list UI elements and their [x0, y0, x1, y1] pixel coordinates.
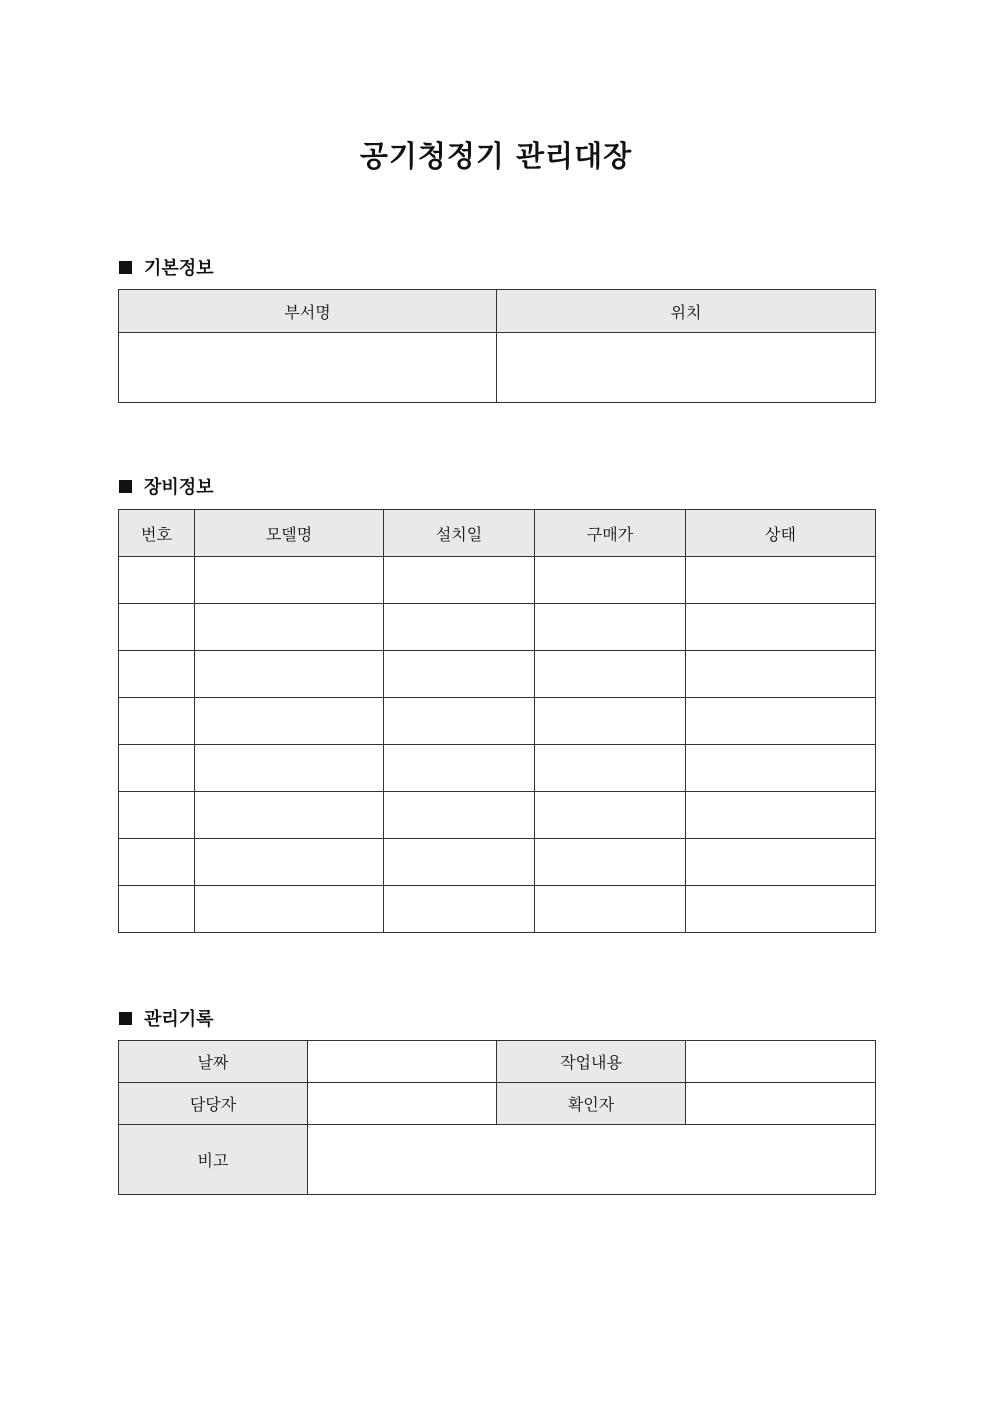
- status-cell[interactable]: [686, 557, 876, 604]
- header-location: 위치: [497, 290, 876, 333]
- date-field[interactable]: [308, 1041, 497, 1083]
- basic-info-table: [118, 289, 876, 403]
- model-cell[interactable]: [195, 604, 384, 651]
- section-basic-label: 기본정보: [144, 258, 214, 279]
- number-cell[interactable]: [119, 651, 195, 698]
- model-cell[interactable]: [195, 792, 384, 839]
- status-cell[interactable]: [686, 651, 876, 698]
- install-date-cell[interactable]: [384, 745, 535, 792]
- table-row: [119, 557, 876, 604]
- number-cell[interactable]: [119, 557, 195, 604]
- install-date-cell[interactable]: [384, 698, 535, 745]
- work-field[interactable]: [686, 1041, 876, 1083]
- table-row: [119, 698, 876, 745]
- header-price: 구매가: [535, 510, 686, 557]
- square-bullet-icon: [119, 261, 132, 274]
- status-cell[interactable]: [686, 792, 876, 839]
- number-cell[interactable]: [119, 886, 195, 933]
- label-note: 비고: [119, 1125, 308, 1195]
- status-cell[interactable]: [686, 886, 876, 933]
- status-cell[interactable]: [686, 839, 876, 886]
- table-row: [119, 839, 876, 886]
- table-row: [119, 886, 876, 933]
- manager-field[interactable]: [308, 1083, 497, 1125]
- square-bullet-icon: [119, 1012, 132, 1025]
- install-date-cell[interactable]: [384, 604, 535, 651]
- install-date-cell[interactable]: [384, 792, 535, 839]
- price-cell[interactable]: [535, 792, 686, 839]
- header-status: 상태: [686, 510, 876, 557]
- location-field[interactable]: [497, 333, 876, 403]
- status-cell[interactable]: [686, 698, 876, 745]
- model-cell[interactable]: [195, 557, 384, 604]
- label-work: 작업내용: [497, 1041, 686, 1083]
- install-date-cell[interactable]: [384, 557, 535, 604]
- model-cell[interactable]: [195, 745, 384, 792]
- note-field[interactable]: [308, 1125, 876, 1195]
- department-field[interactable]: [119, 333, 497, 403]
- table-row: [119, 604, 876, 651]
- section-equipment-heading: [119, 473, 214, 499]
- model-cell[interactable]: [195, 886, 384, 933]
- label-manager: 담당자: [119, 1083, 308, 1125]
- price-cell[interactable]: [535, 886, 686, 933]
- section-equipment-label: 장비정보: [144, 477, 214, 498]
- table-row: [119, 745, 876, 792]
- status-cell[interactable]: [686, 604, 876, 651]
- price-cell[interactable]: [535, 839, 686, 886]
- page-title: 공기청정기 관리대장: [359, 139, 633, 173]
- header-department: 부서명: [119, 290, 497, 333]
- table-row: [119, 792, 876, 839]
- number-cell[interactable]: [119, 698, 195, 745]
- install-date-cell[interactable]: [384, 886, 535, 933]
- price-cell[interactable]: [535, 698, 686, 745]
- square-bullet-icon: [119, 480, 132, 493]
- install-date-cell[interactable]: [384, 651, 535, 698]
- price-cell[interactable]: [535, 604, 686, 651]
- label-date: 날짜: [119, 1041, 308, 1083]
- number-cell[interactable]: [119, 604, 195, 651]
- number-cell[interactable]: [119, 792, 195, 839]
- equipment-table: [118, 509, 876, 933]
- table-row: [119, 651, 876, 698]
- price-cell[interactable]: [535, 651, 686, 698]
- section-record-heading: [119, 1005, 214, 1031]
- confirm-field[interactable]: [686, 1083, 876, 1125]
- price-cell[interactable]: [535, 745, 686, 792]
- header-install-date: 설치일: [384, 510, 535, 557]
- number-cell[interactable]: [119, 745, 195, 792]
- install-date-cell[interactable]: [384, 839, 535, 886]
- model-cell[interactable]: [195, 839, 384, 886]
- number-cell[interactable]: [119, 839, 195, 886]
- header-model: 모델명: [195, 510, 384, 557]
- status-cell[interactable]: [686, 745, 876, 792]
- label-confirm: 확인자: [497, 1083, 686, 1125]
- model-cell[interactable]: [195, 698, 384, 745]
- price-cell[interactable]: [535, 557, 686, 604]
- model-cell[interactable]: [195, 651, 384, 698]
- section-basic-heading: [119, 254, 214, 280]
- section-record-label: 관리기록: [144, 1009, 214, 1030]
- header-number: 번호: [119, 510, 195, 557]
- management-record-table: [118, 1040, 876, 1195]
